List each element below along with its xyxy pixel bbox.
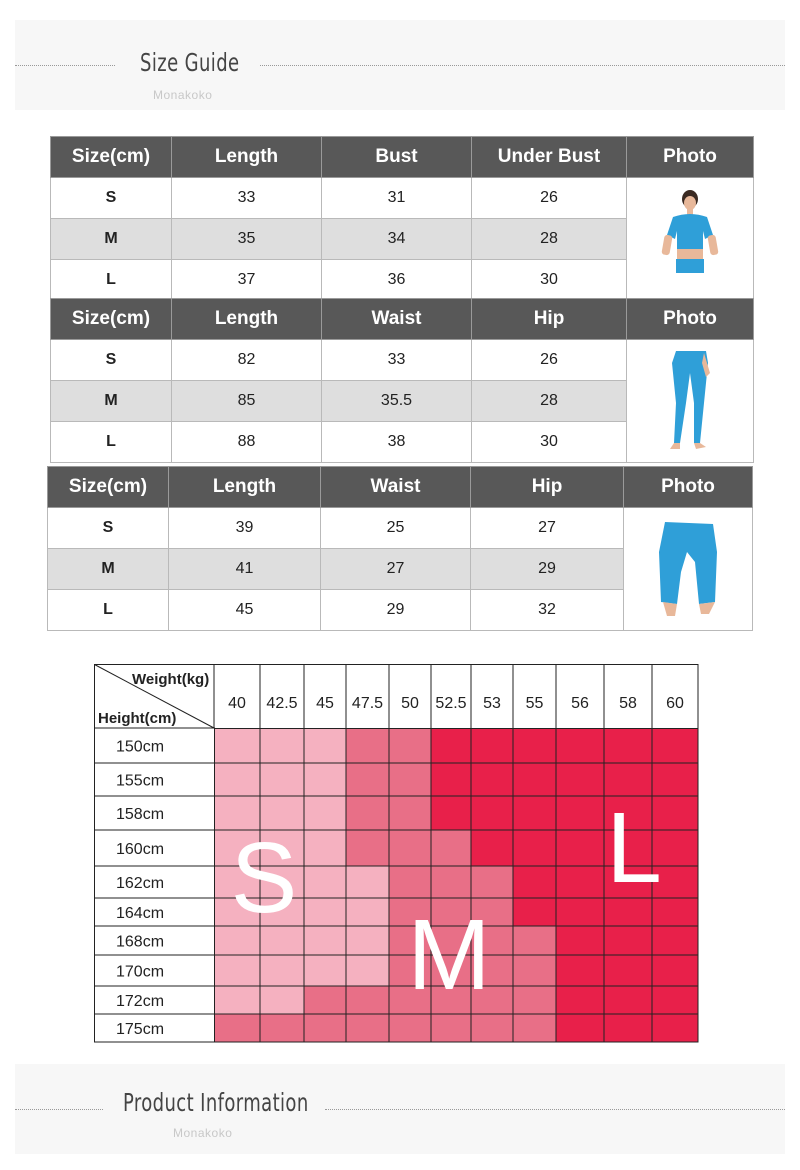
size-zone-label-m: M [407, 899, 491, 1011]
table-header-row [51, 137, 754, 178]
size-zone-cell [346, 830, 389, 866]
divider-right [325, 1109, 785, 1110]
table-row [51, 178, 754, 219]
size-zone-cell [431, 1014, 471, 1042]
value-cell: 88 [172, 422, 322, 463]
divider-left [15, 65, 115, 66]
product-info-header [15, 1064, 785, 1154]
value-cell: 29 [321, 590, 471, 631]
size-zone-cell [513, 926, 556, 955]
value-cell: 36 [322, 260, 472, 301]
size-zone-cell [513, 830, 556, 866]
value-cell: 30 [472, 260, 627, 301]
weight-label: 52.5 [435, 695, 467, 712]
size-zone-cell [304, 986, 346, 1014]
size-zone-cell [556, 926, 604, 955]
value-cell: 39 [169, 508, 321, 549]
col-header-size: Size(cm) [48, 467, 169, 508]
divider-left [15, 1109, 103, 1110]
size-guide-title: Size Guide [140, 48, 240, 77]
value-cell: 33 [322, 340, 472, 381]
height-label: 155cm [116, 772, 165, 790]
col-header-under-bust: Under Bust [472, 137, 627, 178]
value-cell: 45 [169, 590, 321, 631]
weight-label: 56 [571, 695, 589, 712]
weight-label: 50 [401, 695, 419, 712]
height-label: 168cm [116, 933, 165, 951]
size-zone-cell [652, 986, 698, 1014]
size-cell: M [51, 381, 172, 422]
shorts-illustration [643, 512, 733, 622]
crop-top-photo [627, 178, 754, 301]
col-header-photo: Photo [627, 137, 754, 178]
size-cell: S [51, 340, 172, 381]
size-zone-cell [431, 796, 471, 830]
size-zone-cell [389, 728, 431, 763]
table-row [48, 508, 753, 549]
size-zone-cell [346, 796, 389, 830]
size-zone-cell [513, 986, 556, 1014]
crop-top-illustration [645, 187, 735, 287]
size-zone-cell [431, 763, 471, 796]
size-zone-cell [556, 955, 604, 986]
size-zone-cell [214, 1014, 260, 1042]
weight-label: 45 [316, 695, 334, 712]
shorts-photo [624, 508, 753, 631]
value-cell: 27 [471, 508, 624, 549]
size-zone-cell [304, 926, 346, 955]
weight-label: 55 [525, 695, 544, 712]
value-cell: 26 [472, 178, 627, 219]
shorts-size-table [47, 466, 753, 631]
size-zone-cell [652, 1014, 698, 1042]
size-zone-cell [260, 728, 304, 763]
size-zone-cell [471, 866, 513, 898]
col-header-hip: Hip [471, 467, 624, 508]
leggings-size-table [50, 298, 754, 463]
leggings-illustration [650, 343, 730, 455]
size-zone-cell [431, 728, 471, 763]
value-cell: 82 [172, 340, 322, 381]
size-zone-cell [652, 955, 698, 986]
size-zone-cell [513, 898, 556, 926]
size-zone-cell [556, 1014, 604, 1042]
weight-label: 42.5 [266, 695, 298, 712]
size-zone-cell [304, 866, 346, 898]
size-zone-cell [304, 728, 346, 763]
size-zone-cell [346, 866, 389, 898]
value-cell: 35 [172, 219, 322, 260]
size-zone-cell [346, 763, 389, 796]
size-zone-cell [346, 926, 389, 955]
value-cell: 26 [472, 340, 627, 381]
size-zone-cell [471, 830, 513, 866]
size-guide-subtitle: Monakoko [153, 88, 213, 102]
weight-label: 47.5 [351, 695, 384, 712]
size-guide-header [15, 20, 785, 110]
size-zone-cell [214, 986, 260, 1014]
value-cell: 41 [169, 549, 321, 590]
value-cell: 27 [321, 549, 471, 590]
size-zone-cell [471, 763, 513, 796]
size-zone-cell [471, 1014, 513, 1042]
size-zone-cell [346, 1014, 389, 1042]
size-zone-cell [604, 955, 652, 986]
col-header-bust: Bust [322, 137, 472, 178]
size-zone-cell [652, 728, 698, 763]
size-zone-cell [260, 955, 304, 986]
size-zone-cell [604, 728, 652, 763]
size-zone-cell [389, 763, 431, 796]
value-cell: 32 [471, 590, 624, 631]
size-zone-cell [304, 763, 346, 796]
size-zone-cell [346, 728, 389, 763]
value-cell: 25 [321, 508, 471, 549]
weight-axis-label: Weight(kg) [132, 671, 210, 688]
size-zone-cell [346, 986, 389, 1014]
value-cell: 38 [322, 422, 472, 463]
size-zone-cell [304, 955, 346, 986]
height-label: 162cm [116, 875, 165, 892]
size-zone-cell [556, 986, 604, 1014]
size-zone-cell [214, 728, 260, 763]
size-cell: L [51, 422, 172, 463]
size-zone-cell [604, 1014, 652, 1042]
size-zone-cell [556, 830, 604, 866]
leggings-photo [627, 340, 754, 463]
size-zone-cell [513, 955, 556, 986]
value-cell: 34 [322, 219, 472, 260]
weight-height-chart [94, 664, 699, 1044]
size-zone-cell [604, 986, 652, 1014]
divider-right [260, 65, 785, 66]
size-cell: S [51, 178, 172, 219]
weight-label: 53 [483, 695, 501, 712]
size-zone-cell [513, 796, 556, 830]
value-cell: 35.5 [322, 381, 472, 422]
height-label: 175cm [116, 1021, 165, 1038]
size-zone-cell [304, 796, 346, 830]
col-header-size: Size(cm) [51, 299, 172, 340]
col-header-hip: Hip [472, 299, 627, 340]
col-header-photo: Photo [627, 299, 754, 340]
size-zone-cell [304, 1014, 346, 1042]
value-cell: 31 [322, 178, 472, 219]
col-header-size: Size(cm) [51, 137, 172, 178]
value-cell: 28 [472, 219, 627, 260]
size-cell: L [48, 590, 169, 631]
height-label: 164cm [116, 905, 165, 922]
weight-label: 60 [666, 695, 684, 712]
height-label: 170cm [116, 963, 165, 981]
value-cell: 33 [172, 178, 322, 219]
product-info-subtitle: Monakoko [173, 1126, 233, 1140]
size-cell: L [51, 260, 172, 301]
size-zone-cell [471, 728, 513, 763]
table-header-row [51, 299, 754, 340]
product-info-title: Product Information [123, 1088, 309, 1117]
size-zone-cell [556, 898, 604, 926]
size-zone-cell [556, 866, 604, 898]
size-cell: M [48, 549, 169, 590]
size-zone-cell [513, 1014, 556, 1042]
size-zone-cell [471, 796, 513, 830]
height-axis-label: Height(cm) [98, 710, 177, 727]
size-zone-cell [431, 866, 471, 898]
weight-label: 58 [619, 695, 637, 712]
size-zone-cell [389, 796, 431, 830]
height-label: 160cm [116, 841, 165, 858]
value-cell: 29 [471, 549, 624, 590]
size-zone-cell [389, 830, 431, 866]
value-cell: 30 [472, 422, 627, 463]
size-zone-cell [214, 955, 260, 986]
size-zone-cell [346, 898, 389, 926]
col-header-waist: Waist [322, 299, 472, 340]
size-zone-cell [346, 955, 389, 986]
height-label: 150cm [116, 738, 165, 756]
col-header-waist: Waist [321, 467, 471, 508]
size-zone-cell [604, 926, 652, 955]
top-size-table [50, 136, 754, 301]
size-zone-cell [260, 986, 304, 1014]
size-zone-cell [513, 866, 556, 898]
size-cell: S [48, 508, 169, 549]
size-zone-cell [260, 1014, 304, 1042]
size-zone-cell [389, 866, 431, 898]
size-zone-cell [304, 898, 346, 926]
size-zone-cell [431, 830, 471, 866]
size-zone-cell [513, 763, 556, 796]
size-zone-label-l: L [606, 792, 662, 904]
col-header-length: Length [169, 467, 321, 508]
size-zone-label-s: S [230, 822, 298, 934]
size-zone-cell [556, 796, 604, 830]
col-header-length: Length [172, 299, 322, 340]
value-cell: 28 [472, 381, 627, 422]
size-zone-cell [652, 926, 698, 955]
col-header-photo: Photo [624, 467, 753, 508]
size-zone-cell [556, 728, 604, 763]
height-label: 158cm [116, 806, 165, 823]
size-zone-cell [513, 728, 556, 763]
size-zone-cell [556, 763, 604, 796]
size-zone-cell [214, 763, 260, 796]
size-cell: M [51, 219, 172, 260]
size-zone-cell [260, 763, 304, 796]
col-header-length: Length [172, 137, 322, 178]
height-label: 172cm [116, 993, 165, 1010]
value-cell: 85 [172, 381, 322, 422]
weight-label: 40 [228, 695, 246, 712]
value-cell: 37 [172, 260, 322, 301]
size-zone-cell [304, 830, 346, 866]
table-header-row [48, 467, 753, 508]
table-row [51, 340, 754, 381]
size-zone-cell [389, 1014, 431, 1042]
